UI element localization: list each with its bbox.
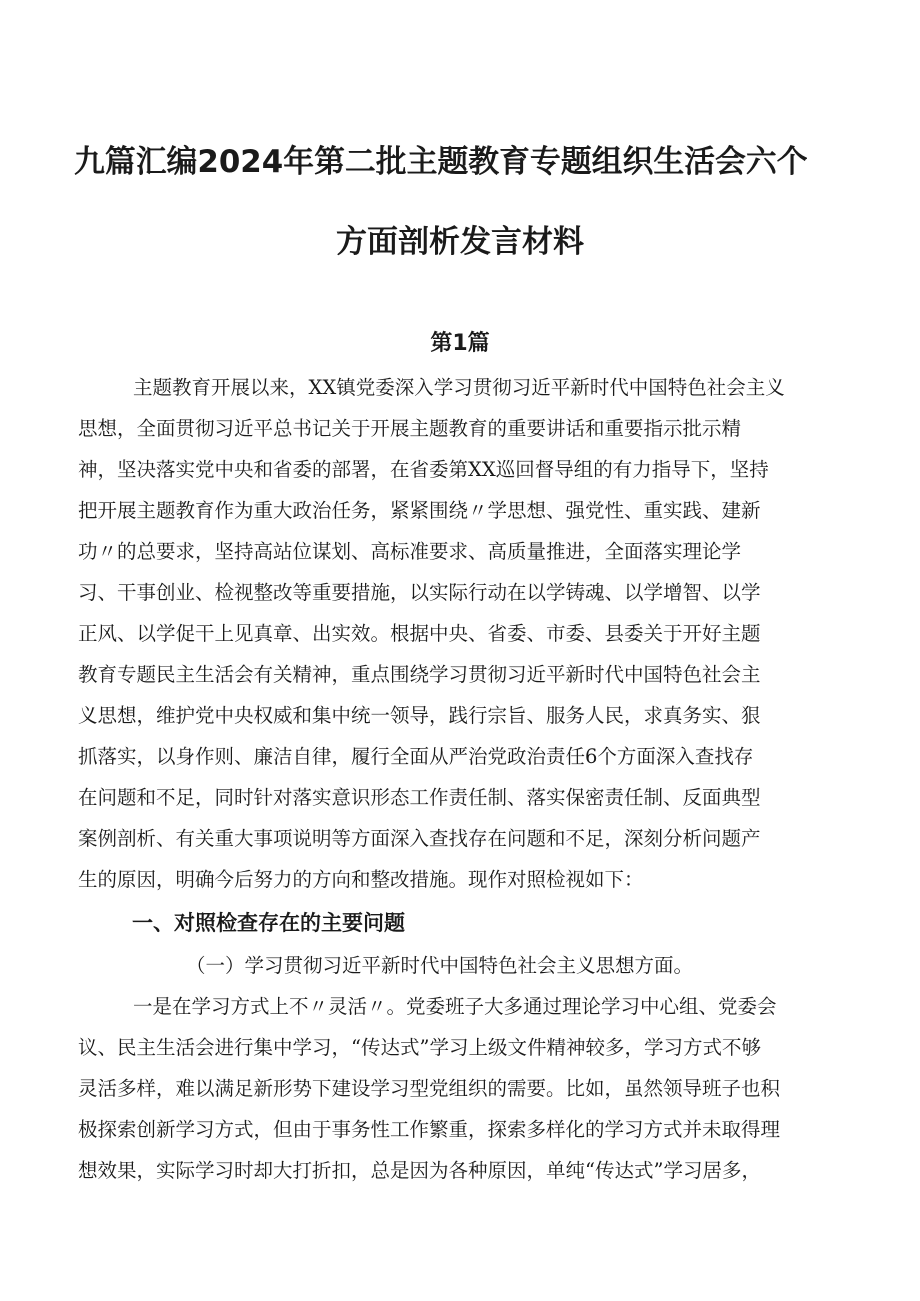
paragraph-2-line: 灵活多样，难以满足新形势下建设学习型党组织的需要。比如，虽然领导班子也积: [78, 1077, 781, 1100]
document-title-line-1: 九篇汇编2024年第二批主题教育专题组织生活会六个: [74, 144, 808, 180]
paragraph-1-line: 教育专题民主生活会有关精神，重点围绕学习贯彻习近平新时代中国特色社会主: [78, 663, 761, 686]
paragraph-1-line: 抓落实，以身作则、廉洁自律，履行全面从严治党政治责任6个方面深入查找存: [78, 745, 754, 768]
paragraph-2-line: 议、民主生活会进行集中学习，“传达式”学习上级文件精神较多，学习方式不够: [78, 1036, 761, 1059]
paragraph-1-line: 神，坚决落实党中央和省委的部署，在省委第XX巡回督导组的有力指导下，坚持: [78, 458, 769, 481]
paragraph-1-line: 义思想，维护党中央权威和集中统一领导，践行宗旨、服务人民，求真务实、狠: [78, 704, 761, 727]
paragraph-1-line: 正风、以学促干上见真章、出实效。根据中央、省委、市委、县委关于开好主题: [78, 622, 761, 645]
paragraph-1-line: 在问题和不足，同时针对落实意识形态工作责任制、落实保密责任制、反面典型: [78, 786, 761, 809]
document-title-line-2: 方面剖析发言材料: [336, 224, 584, 260]
paragraph-2-line: 想效果，实际学习时却大打折扣，总是因为各种原因，单纯“传达式”学习居多，: [78, 1159, 761, 1182]
paragraph-1-line: 主题教育开展以来，XX镇党委深入学习贯彻习近平新时代中国特色社会主义: [133, 376, 785, 399]
paragraph-2-line: 极探索创新学习方式，但由于事务性工作繁重，探索多样化的学习方式并未取得理: [78, 1118, 781, 1141]
paragraph-1-line: 思想，全面贯彻习近平总书记关于开展主题教育的重要讲话和重要指示批示精: [78, 417, 742, 440]
paragraph-2-line: 一是在学习方式上不〃灵活〃。党委班子大多通过理论学习中心组、党委会: [133, 995, 777, 1018]
paragraph-1-line: 生的原因，明确今后努力的方向和整改措施。现作对照检视如下：: [78, 868, 644, 891]
section-heading: 一、对照检查存在的主要问题: [132, 911, 405, 935]
paragraph-1-line: 习、干事创业、检视整改等重要措施，以实际行动在以学铸魂、以学增智、以学: [78, 581, 761, 604]
sub-heading: （一）学习贯彻习近平新时代中国特色社会主义思想方面。: [186, 954, 694, 977]
paragraph-1-line: 把开展主题教育作为重大政治任务，紧紧围绕〃学思想、强党性、重实践、建新: [78, 499, 761, 522]
paragraph-1-line: 案例剖析、有关重大事项说明等方面深入查找存在问题和不足，深刻分析问题产: [78, 827, 761, 850]
paragraph-1-line: 功〃的总要求，坚持高站位谋划、高标准要求、高质量推进，全面落实理论学: [78, 540, 742, 563]
section-label: 第1篇: [430, 331, 490, 356]
